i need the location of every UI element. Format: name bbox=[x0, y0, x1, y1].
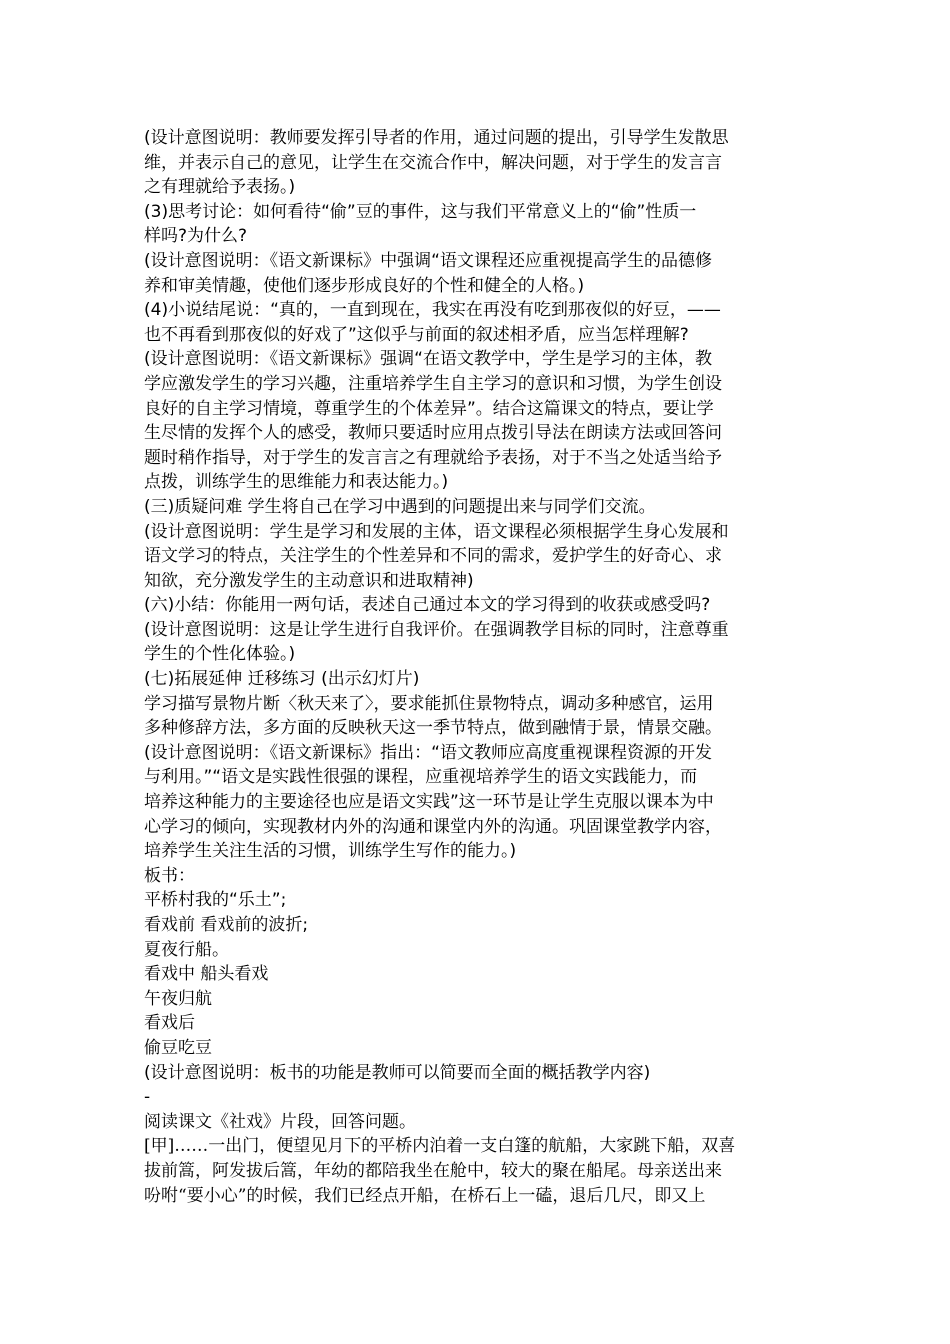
text-line: (六)小结：你能用一两句话，表述自己通过本文的学习得到的收获或感受吗? bbox=[144, 595, 711, 616]
text-line: (设计意图说明：《语文新课标》中强调“语文课程还应重视提高学生的品德修 bbox=[144, 250, 712, 271]
text-line: 养和审美情趣，使他们逐步形成良好的个性和健全的人格。) bbox=[144, 275, 585, 296]
text-line: (七)拓展延伸 迁移练习 (出示幻灯片) bbox=[144, 669, 420, 690]
text-line: 阅读课文《社戏》片段，回答问题。 bbox=[144, 1111, 416, 1132]
text-line: 多种修辞方法，多方面的反映秋天这一季节特点，做到融情于景，情景交融。 bbox=[144, 718, 722, 739]
text-line: (三)质疑问难 学生将自己在学习中遇到的问题提出来与同学们交流。 bbox=[144, 496, 656, 517]
text-line: (设计意图说明：教师要发挥引导者的作用，通过问题的提出，引导学生发散思 bbox=[144, 128, 729, 148]
text-line: 生尽情的发挥个人的感受，教师只要适时应用点拨引导法在朗读方法或回答问 bbox=[144, 423, 722, 444]
text-line: 夏夜行船。 bbox=[144, 939, 229, 960]
text-line: (4)小说结尾说：“真的，一直到现在，我实在再没有吃到那夜似的好豆，—— bbox=[144, 300, 721, 321]
document-page bbox=[144, 126, 806, 1208]
text-line: 知欲，充分激发学生的主动意识和进取精神) bbox=[144, 570, 474, 591]
text-line: 学应激发学生的学习兴趣，注重培养学生自主学习的意识和习惯，为学生创设 bbox=[144, 373, 722, 394]
text-line: 题时稍作指导，对于学生的发言言之有理就给予表扬，对于不当之处适当给予 bbox=[144, 447, 722, 468]
text-line: 学生的个性化体验。) bbox=[144, 644, 296, 665]
text-line: (设计意图说明：板书的功能是教师可以简要而全面的概括教学内容) bbox=[144, 1062, 651, 1083]
text-line: 平桥村我的“乐土”; bbox=[144, 890, 287, 911]
text-line: 维，并表示自己的意见，让学生在交流合作中，解决问题，对于学生的发言言 bbox=[144, 152, 722, 173]
text-line: [甲]……一出门，便望见月下的平桥内泊着一支白篷的航船，大家跳下船，双喜 bbox=[144, 1136, 736, 1157]
text-line: 看戏中 船头看戏 bbox=[144, 964, 269, 985]
text-line: 培养学生关注生活的习惯，训练学生写作的能力。) bbox=[144, 841, 517, 862]
text-line: 学习描写景物片断〈秋天来了〉，要求能抓住景物特点，调动多种感官，运用 bbox=[144, 693, 714, 714]
text-line: 良好的自主学习情境，尊重学生的个体差异”。结合这篇课文的特点，要让学 bbox=[144, 398, 714, 419]
text-line: 培养这种能力的主要途径也应是语文实践”这一环节是让学生克服以课本为中 bbox=[144, 792, 714, 813]
text-line: (设计意图说明：这是让学生进行自我评价。在强调教学目标的同时，注意尊重 bbox=[144, 619, 729, 640]
text-line: 样吗?为什么? bbox=[144, 226, 248, 247]
separator-dash: - bbox=[144, 1087, 151, 1108]
text-line: 午夜归航 bbox=[144, 988, 212, 1009]
text-line: 心学习的倾向，实现教材内外的沟通和课堂内外的沟通。巩固课堂教学内容， bbox=[144, 816, 722, 837]
text-line: 也不再看到那夜似的好戏了”这似乎与前面的叙述相矛盾，应当怎样理解? bbox=[144, 324, 689, 345]
text-line: (设计意图说明：《语文新课标》指出：“语文教师应高度重视课程资源的开发 bbox=[144, 742, 712, 763]
text-line: 语文学习的特点，关注学生的个性差异和不同的需求，爱护学生的好奇心、求 bbox=[144, 546, 722, 567]
text-line: 板书： bbox=[144, 865, 195, 886]
text-line: 与利用。”“语文是实践性很强的课程，应重视培养学生的语文实践能力，而 bbox=[144, 767, 698, 788]
text-line: 点拨，训练学生的思维能力和表达能力。) bbox=[144, 472, 449, 493]
text-line: (设计意图说明：学生是学习和发展的主体，语文课程必须根据学生身心发展和 bbox=[144, 521, 729, 542]
text-line: 看戏后 bbox=[144, 1013, 195, 1034]
text-line: 拔前篙，阿发拔后篙，年幼的都陪我坐在舱中，较大的聚在船尾。母亲送出来 bbox=[144, 1160, 722, 1181]
text-line: (设计意图说明：《语文新课标》强调“在语文教学中，学生是学习的主体，教 bbox=[144, 349, 712, 370]
text-line: 吩咐“要小心”的时候，我们已经点开船，在桥石上一磕，退后几尺，即又上 bbox=[144, 1185, 706, 1206]
text-line: 看戏前 看戏前的波折; bbox=[144, 915, 309, 935]
text-line: 偷豆吃豆 bbox=[144, 1037, 212, 1058]
text-line: 之有理就给予表扬。) bbox=[144, 177, 296, 198]
text-line: (3)思考讨论：如何看待“偷”豆的事件，这与我们平常意义上的“偷”性质一 bbox=[144, 201, 697, 222]
